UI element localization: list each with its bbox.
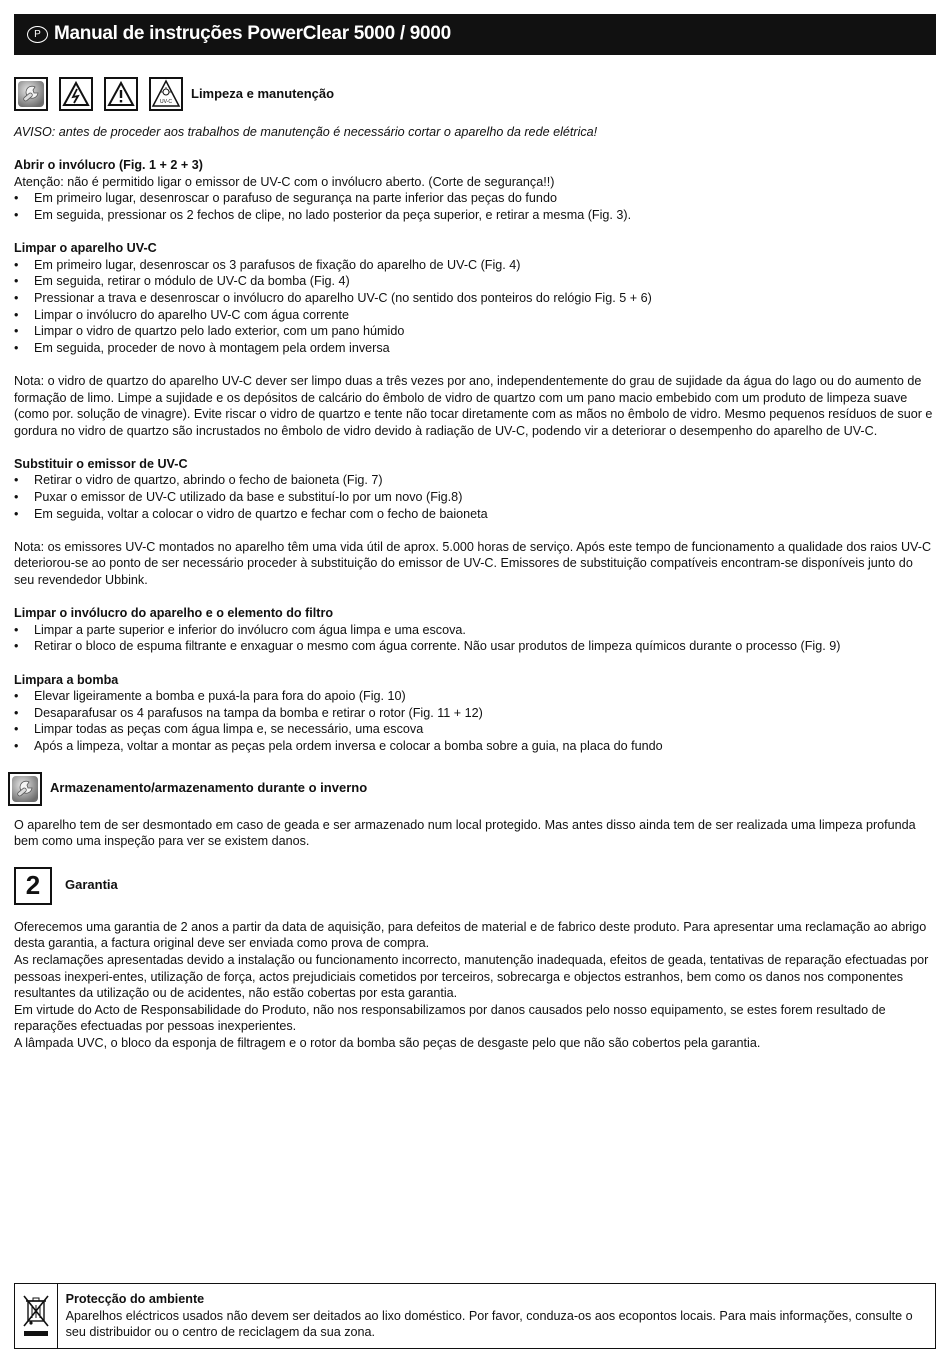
page-title: Manual de instruções PowerClear 5000 / 9000 — [54, 23, 451, 45]
clean-uvc-title: Limpar o aparelho UV-C — [14, 241, 157, 256]
storage-text: O aparelho tem de ser desmontado em caso de geada e ser armazenado num local protegido. Mas antes disso ainda tem de ser realizada uma limpeza profunda bem como uma inspeção para ver se existem danos. — [14, 817, 916, 849]
warranty-title: Garantia — [65, 877, 118, 893]
clean-housing-title: Limpar o invólucro do aparelho e o elemento do filtro — [14, 606, 334, 621]
open-housing-list — [14, 190, 936, 223]
warranty-header — [14, 864, 936, 908]
list-item: • Retirar o vidro de quartzo, abrindo o fecho de baioneta (Fig. 7) — [14, 472, 936, 489]
list-item: • Limpar todas as peças com água limpa e, se necessário, uma escova — [14, 721, 936, 738]
clean-pump-list — [14, 688, 936, 754]
replace-emitter-title: Substituir o emissor de UV-C — [14, 456, 188, 471]
environment-text-block — [58, 1284, 935, 1348]
list-item: • Após a limpeza, voltar a montar as peças pela ordem inversa e colocar a bomba sobre a guia, na placa do fundo — [14, 738, 936, 755]
clean-housing-list — [14, 622, 936, 655]
environment-title: Protecção do ambiente — [65, 1292, 205, 1306]
list-item: • Elevar ligeiramente a bomba e puxá-la para fora do apoio (Fig. 10) — [14, 688, 936, 705]
list-item: • Em primeiro lugar, desenroscar o parafuso de segurança na parte inferior das peças do fundo — [14, 190, 936, 207]
general-warning-icon — [104, 77, 138, 111]
warranty-paragraph: A lâmpada UVC, o bloco da esponja de filtragem e o rotor da bomba são peças de desgaste pelo que não são cobertos pela garantia. — [14, 1035, 761, 1050]
list-item: • Desaparafusar os 4 parafusos na tampa da bomba e retirar o rotor (Fig. 11 + 12) — [14, 705, 936, 722]
clean-pump-title: Limpara a bomba — [14, 672, 119, 687]
list-item: • Em seguida, proceder de novo à montagem pela ordem inversa — [14, 340, 936, 357]
replace-emitter-note: Nota: os emissores UV-C montados no aparelho têm uma vida útil de aprox. 5.000 horas de serviço. Após este tempo de funcionamento a qualidade dos raios UV-C deteriorou-se ao ponto de ser necessário proceder à substituição do emissor de UV-C. Emissores de substituição compatíveis encontram-se disponíveis junto do seu revendedor Ubbink. — [14, 539, 932, 588]
warranty-paragraph: Em virtude do Acto de Responsabilidade do Produto, não nos responsabilizamos por danos causados pelo nosso equipamento, se estes forem resultado de reparações efectuadas por pessoas inexperientes. — [14, 1002, 886, 1034]
language-badge: P — [27, 26, 48, 43]
list-item: • Em seguida, retirar o módulo de UV-C da bomba (Fig. 4) — [14, 273, 936, 290]
warranty-2-years-icon: 2 — [14, 867, 52, 905]
maintenance-warning: AVISO: antes de proceder aos trabalhos de manutenção é necessário cortar o aparelho da rede elétrica! — [14, 125, 598, 139]
list-item: • Limpar a parte superior e inferior do invólucro com água limpa e uma escova. — [14, 622, 936, 639]
uvc-label: UV-C — [160, 99, 172, 105]
warranty-paragraph: Oferecemos uma garantia de 2 anos a partir da data de aquisição, para defeitos de material e de fabrico deste produto. Para apresentar uma reclamação ao abrigo desta garantia, a factura original deve ser enviada como prova de compra. — [14, 919, 927, 951]
environment-text: Aparelhos eléctricos usados não devem ser deitados ao lixo doméstico. Por favor, conduza-os aos ecopontos locais. Para mais informações, consulte o seu distribuidor ou o centro de reciclagem da sua zona. — [65, 1308, 913, 1340]
main-content — [14, 74, 936, 1052]
storage-title: Armazenamento/armazenamento durante o inverno — [50, 780, 368, 796]
clean-uvc-list — [14, 257, 936, 357]
page-header — [14, 14, 936, 55]
list-item: • Em primeiro lugar, desenroscar os 3 parafusos de fixação do aparelho de UV-C (Fig. 4) — [14, 257, 936, 274]
open-housing-title: Abrir o invólucro (Fig. 1 + 2 + 3) — [14, 158, 203, 173]
open-housing-note: Atenção: não é permitido ligar o emissor de UV-C com o invólucro aberto. (Corte de segurança!!) — [14, 174, 555, 189]
list-item: • Em seguida, voltar a colocar o vidro de quartzo e fechar com o fecho de baioneta — [14, 506, 936, 523]
uvc-warning-icon — [149, 77, 183, 111]
list-item: • Em seguida, pressionar os 2 fechos de clipe, no lado posterior da peça superior, e retirar a mesma (Fig. 3). — [14, 207, 936, 224]
maintenance-wrench-icon — [14, 77, 48, 111]
crossed-out-bin-icon — [15, 1284, 58, 1348]
list-item: • Pressionar a trava e desenroscar o invólucro do aparelho UV-C (no sentido dos ponteiros do relógio Fig. 5 + 6) — [14, 290, 936, 307]
maintenance-title: Limpeza e manutenção — [191, 85, 335, 101]
list-item: • Limpar o vidro de quartzo pelo lado exterior, com um pano húmido — [14, 323, 936, 340]
list-item: • Puxar o emissor de UV-C utilizado da base e substituí-lo por um novo (Fig.8) — [14, 489, 936, 506]
list-item: • Limpar o invólucro do aparelho UV-C com água corrente — [14, 307, 936, 324]
maintenance-header — [14, 74, 936, 114]
warranty-paragraph: As reclamações apresentadas devido a instalação ou funcionamento incorrecto, manutenção inadequada, efeitos de geada, tentativas de reparação efectuadas por pessoas inexperi-entes, utilização de força, actos prejudiciais cometidos por terceiros, sobrecarga e objectos estranhos, bem como os danos nos componentes resultantes da utilização ou de acidentes, não estão cobertas por esta garantia. — [14, 952, 929, 1001]
electric-warning-icon — [59, 77, 93, 111]
list-item: • Retirar o bloco de espuma filtrante e enxaguar o mesmo com água corrente. Não usar produtos de limpeza químicos durante o processo (Fig. 9) — [14, 638, 936, 655]
environment-box — [14, 1283, 936, 1349]
clean-uvc-note: Nota: o vidro de quartzo do aparelho UV-C dever ser limpo duas a três vezes por ano, independentemente do grau de sujidade da água do lago ou do aumento de formação de limo. Limpe a sujidade e os depósitos de calcário do êmbolo de vidro de quartzo com um pano macio embebido com um produto de limpeza suave (como por. solução de vinagre). Evite riscar o vidro de quartzo e tente não tocar diretamente com as mãos no êmbolo de vidro. Mesmo pequenos resíduos de suor e gordura no vidro de quartzo são incrustados no êmbolo de vidro devido à radiação de UV-C, podendo vir a deteriorar o desempenho do aparelho de UV-C. — [14, 373, 933, 438]
maintenance-wrench-icon — [8, 772, 42, 806]
replace-emitter-list — [14, 472, 936, 522]
storage-header — [8, 769, 936, 809]
